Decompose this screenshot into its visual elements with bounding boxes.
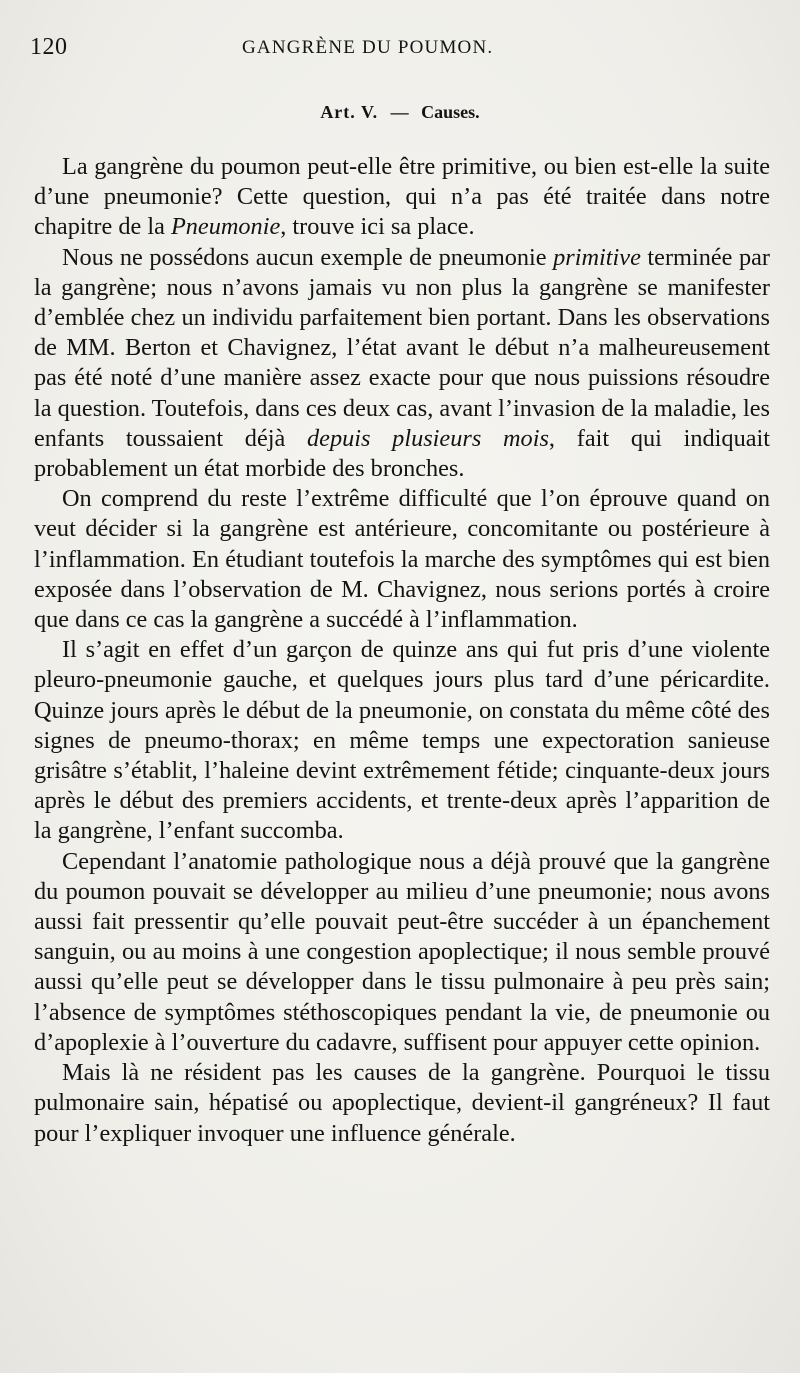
italic-term: Pneumonie	[170, 213, 281, 241]
paragraph-2	[34, 243, 770, 485]
paragraph-1	[34, 152, 770, 243]
text-run: Cependant l’anatomie pathologique nous a déjà prouvé que la gangrène du poumon pouvait se développer au milieu d’une pneumonie; nous avons aussi fait pressentir qu’elle pouvait peut-être succéder à un épanchement sanguin, ou au moins à une congestion apoplectique; il nous semble prouvé aussi qu’elle peut se développer dans le tissu pulmonaire à peu près sain; l’absence de symptômes stéthoscopiques pendant la vie, de pneumonie ou d’apoplexie à l’ouverture du cadavre, suffisent pour appuyer cette opinion.	[34, 847, 770, 1056]
article-title: Causes.	[421, 102, 480, 122]
text-run: Il s’agit en effet d’un garçon de quinze ans qui fut pris d’une violente pleuro-pneumonie gauche, et quelques jours plus tard d’une péricardite. Quinze jours après le début de la pneumonie, on constata du même côté des signes de pneumo-thorax; en même temps une expectoration sanieuse grisâtre s’établit, l’haleine devint extrêmement fétide; cinquante-deux jours après le début des premiers accidents, et trente-deux après l’apparition de la gangrène, l’enfant succomba.	[34, 636, 770, 845]
paragraph-5	[34, 847, 770, 1058]
text-run: Mais là ne résident pas les causes de la gangrène. Pourquoi le tissu pulmonaire sain, hépatisé ou apoplectique, devient-il gangréneux? Il faut pour l’expliquer invoquer une influence générale.	[34, 1059, 770, 1147]
text-run: Nous ne possédons aucun exemple de pneumonie	[62, 243, 554, 271]
text-run: On comprend du reste l’extrême difficulté que l’on éprouve quand on veut décider si la gangrène est antérieure, concomitante ou postérieure à l’inflammation. En étudiant toutefois la marche des symptômes qui est bien exposée dans l’observation de M. Chavignez, nous serions portés à croire que dans ce cas la gangrène a succédé à l’inflammation.	[34, 485, 770, 634]
italic-term: primitive	[553, 243, 641, 271]
paragraph-6	[34, 1058, 770, 1149]
body-text	[34, 152, 770, 1149]
page-header	[30, 34, 760, 64]
italic-term: depuis plusieurs mois	[307, 424, 549, 452]
paragraph-3	[34, 484, 770, 635]
text-run: , trouve ici sa place.	[280, 213, 475, 241]
text-run: terminée par la gangrène; nous n’avons jamais vu non plus la gangrène se manifester d’emblée chez un individu parfaitement bien portant. Dans les observations de MM. Berton et Chavignez, l’état avant le début n’a malheureusement pas été noté d’une manière assez exacte pour que nous puissions résoudre la question. Toutefois, dans ces deux cas, avant l’invasion de la maladie, les enfants toussaient déjà	[34, 243, 771, 452]
page-number: 120	[30, 34, 68, 60]
text-run: , fait qui indiquait probablement un état morbide des bronches.	[34, 424, 770, 483]
text-run: La gangrène du poumon peut-elle être primitive, ou bien est-elle la suite d’une pneumonie? Cette question, qui n’a pas été traitée dans notre chapitre de la	[34, 153, 770, 241]
article-label: Art. V.	[320, 102, 379, 122]
article-dash: —	[390, 102, 409, 122]
article-heading	[0, 102, 800, 123]
running-title: GANGRÈNE DU POUMON.	[242, 37, 494, 58]
paragraph-4	[34, 635, 770, 846]
